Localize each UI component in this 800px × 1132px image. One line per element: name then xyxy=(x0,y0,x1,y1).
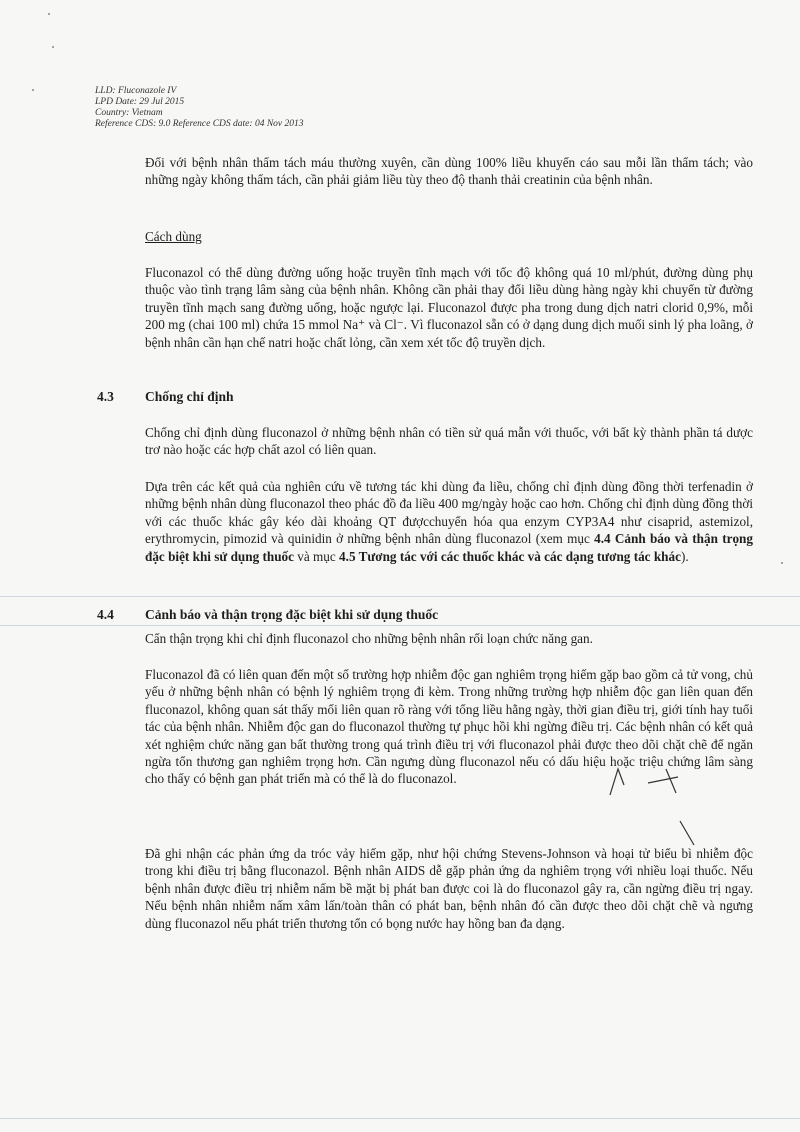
scan-speck xyxy=(32,89,34,91)
usage-paragraph: Fluconazol có thể dùng đường uống hoặc truyền tĩnh mạch với tốc độ không quá 10 ml/phút, đường dùng phụ thuộc vào tình trạng lâm sàng của bệnh nhân. Không cần phải thay đổi liều dùng hàng ngày khi chuyển từ đường truyền tĩnh mạch sang đường uống, hoặc ngược lại. Fluconazol được pha trong dung dịch natri clorid 0,9%, mỗi 200 mg (chai 100 ml) chứa 15 mmol Na⁺ và Cl⁻. Vì fluconazol sẵn có ở dạng dung dịch muối sinh lý pha loãng, ở bệnh nhân cần hạn chế natri hoặc chất lỏng, cần xem xét tốc độ truyền dịch. xyxy=(145,265,753,350)
contraindication-text: Dựa trên các kết quả của nghiên cứu về tương tác khi dùng đa liều, chống chỉ định dùng đồng thời terfenadin ở những bệnh nhân dùng fluconazol theo phác đồ đa liều 400 mg/ngày hoặc cao hơn. Chống chỉ định dùng đồng thời với các thuốc khác gây kéo dài khoảng QT đượcchuyển hóa qua enzym CYP3A4 như cisaprid, astemizol, erythromycin, pimozid và quinidin ở những bệnh nhân dùng fluconazol (xem mục xyxy=(145,479,753,547)
section-4-3-number: 4.3 xyxy=(97,389,114,404)
scan-line xyxy=(0,596,800,597)
header-reference: Reference CDS: 9.0 Reference CDS date: 04 Nov 2013 xyxy=(95,119,304,129)
section-4-4-title: Cảnh báo và thận trọng đặc biệt khi sử dụng thuốc xyxy=(145,607,439,622)
section-4-4-reference: 4.4 Cảnh báo và thận trọng đặc biệt khi sử dụng thuốc xyxy=(145,531,753,564)
contraindication-paragraph-1: Chống chỉ định dùng fluconazol ở những bệnh nhân có tiền sử quá mẫn với thuốc, với bất kỳ thành phần tá dược trơ nào hoặc các hợp chất azol có liên quan. xyxy=(145,425,753,458)
scan-line xyxy=(0,1118,800,1119)
scan-speck xyxy=(781,562,783,564)
pen-mark xyxy=(600,755,690,805)
reference-closing: ). xyxy=(680,548,689,564)
section-4-5-reference: 4.5 Tương tác với các thuốc khác và các dạng tương tác khác xyxy=(339,548,681,564)
section-4-4-number: 4.4 xyxy=(97,607,114,622)
scan-speck xyxy=(48,13,50,15)
scan-line xyxy=(0,625,800,626)
contraindication-paragraph-2 xyxy=(145,478,753,565)
dialysis-paragraph: Đối với bệnh nhân thẩm tách máu thường xuyên, cần dùng 100% liều khuyến cáo sau mỗi lần thẩm tách; vào những ngày không thẩm tách, cần phải giảm liều tùy theo độ thanh thải creatinin của bệnh nhân. xyxy=(145,155,753,188)
header-lpd-date: LPD Date: 29 Jul 2015 xyxy=(95,97,185,107)
pen-mark xyxy=(660,815,710,855)
header-lld: LLD: Fluconazole IV xyxy=(95,86,177,96)
reference-connector: và mục xyxy=(294,548,340,564)
usage-heading: Cách dùng xyxy=(145,229,202,244)
header-country: Country: Vietnam xyxy=(95,108,163,118)
warning-paragraph-1: Cẩn thận trọng khi chỉ định fluconazol cho những bệnh nhân rối loạn chức năng gan. xyxy=(145,631,593,646)
warning-paragraph-2: Fluconazol đã có liên quan đến một số trường hợp nhiễm độc gan nghiêm trọng hiếm gặp bao gồm cả tử vong, chủ yếu ở những bệnh nhân có bệnh lý nghiêm trọng đi kèm. Trong những trường hợp nhiễm độc gan liên quan đến fluconazol, không quan sát thấy mối liên quan rõ ràng với tổng liều hằng ngày, thời gian điều trị, giới tính hay tuổi tác của bệnh nhân. Nhiễm độc gan do fluconazol thường tự phục hồi khi ngừng điều trị. Các bệnh nhân có kết quả xét nghiệm chức năng gan bất thường trong quá trình điều trị với fluconazol phải được theo dõi chặt chẽ để ngăn ngừa tổn thương gan nghiêm trọng hơn. Cần ngưng dùng fluconazol nếu có dấu hiệu hoặc triệu chứng lâm sàng cho thấy có bệnh gan phát triển mà có thể là do fluconazol. xyxy=(145,667,753,787)
warning-paragraph-3: Đã ghi nhận các phản ứng da tróc vảy hiếm gặp, như hội chứng Stevens-Johnson và hoại tử biểu bì nhiễm độc trong khi điều trị bằng fluconazol. Bệnh nhân AIDS dễ gặp phản ứng da nghiêm trọng với nhiều loại thuốc. Nếu bệnh nhân được điều trị nhiễm nấm bề mặt bị phát ban được coi là do fluconazol gây ra, cần ngừng điều trị ngay. Nếu bệnh nhân nhiễm nấm xâm lấn/toàn thân có phát ban, bệnh nhân đó cần được theo dõi chặt chẽ và ngưng dùng fluconazol nếu phát triển thương tổn có bọng nước hay hồng ban đa dạng. xyxy=(145,846,753,931)
section-4-3-title: Chống chỉ định xyxy=(145,389,234,404)
scan-speck xyxy=(52,46,54,48)
document-header xyxy=(95,86,304,130)
